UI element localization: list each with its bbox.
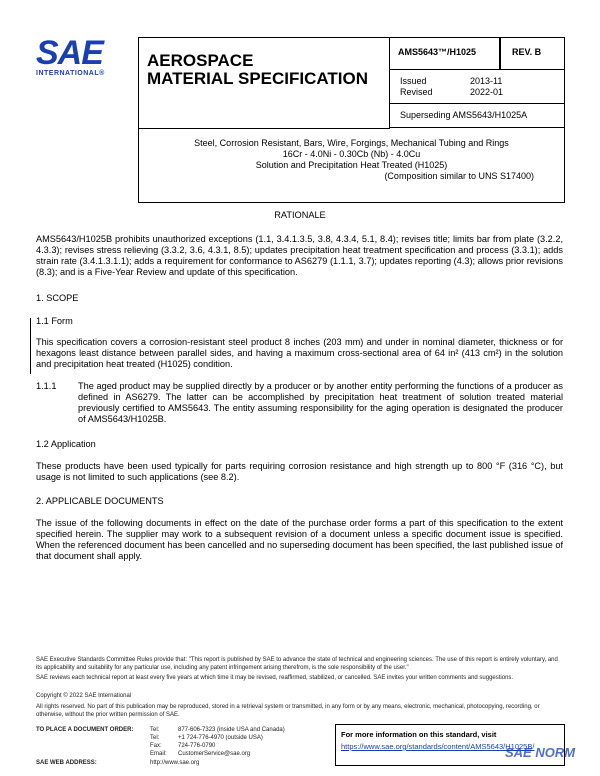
rev-box bbox=[499, 37, 565, 70]
sae-logo bbox=[36, 34, 136, 77]
footer-committee-rules: SAE Executive Standards Committee Rules provide that: "This report is published by SAE to advance the state of technical and engineering sciences. The use of this report is entirely voluntary, and its applicability and suitability for any particular use, including any patent infringement arising therefrom, is the sole responsibility of the user." bbox=[36, 657, 558, 671]
rationale-text: AMS5643/H1025B prohibits unauthorized exceptions (1.1, 3.4.1.3.5, 3.8, 4.3.4, 5.1, 8.4); revises title; limits bar from plate (3.2.2, 4.3.3); revises stress relieving (3.3.2, 3.6, 4.3.1, 8.5); updates precipitation heat treatment specification and process (3.3.1); adds strain rate (3.4.1.3.1.1); adds a requirement for conformance to AS6279 (1.1.1, 3.7); updates reporting (4.3); allows prior revisions (8.3); and is a Five-Year Review and update of this specification. bbox=[36, 234, 563, 277]
rationale-heading: RATIONALE bbox=[274, 210, 326, 220]
spec-number: AMS5643™/H1025 bbox=[398, 47, 477, 57]
order-label: TO PLACE A DOCUMENT ORDER: bbox=[36, 727, 134, 733]
web-label: SAE WEB ADDRESS: bbox=[36, 760, 97, 766]
email-label: Email: bbox=[150, 751, 167, 757]
tel-number[interactable]: 877-606-7323 (inside USA and Canada) bbox=[178, 727, 285, 733]
section-1-1-1-text: The aged product may be supplied directly by a producer or by another entity performing the functions of a producer as defined in AS6279. The latter can be accomplished by precipitation heat treatment of solution treated material previously certified to AMS5643. The entity assuming responsibility for the aging operation is designated the producer of AMS5643/H1025B. bbox=[78, 381, 563, 424]
section-2-heading: 2. APPLICABLE DOCUMENTS bbox=[36, 496, 164, 506]
tel2-label: Tel: bbox=[150, 735, 160, 741]
web-link[interactable]: http://www.sae.org bbox=[150, 760, 200, 766]
watermark-logo: SAE NORM bbox=[505, 745, 576, 760]
fax-number: 724-776-0790 bbox=[178, 743, 216, 749]
section-1-2-text: These products have been used typically for parts requiring corrosion resistance and high strength up to 800 °F (316 °C), but usage is not limited to such applications (see 8.2). bbox=[36, 461, 563, 482]
tel-label: Tel: bbox=[150, 727, 160, 733]
description-line-1: Steel, Corrosion Resistant, Bars, Wire, Forgings, Mechanical Tubing and Rings bbox=[194, 138, 509, 148]
email-link[interactable]: CustomerService@sae.org bbox=[178, 751, 251, 757]
description-line-2: 16Cr - 4.0Ni - 0.30Cb (Nb) - 4.0Cu bbox=[282, 149, 421, 159]
footer-copyright: Copyright © 2022 SAE International bbox=[36, 693, 132, 699]
section-1-1-text: This specification covers a corrosion-resistant steel product 8 inches (203 mm) and under in nominal diameter, thickness or for hexagons least distance between parallel sides, and having a maximum cross-sectional area of 64 in² (413 cm²) in the solution and precipitation heat treated (H1025) condition. bbox=[36, 337, 563, 369]
footer-review-note: SAE reviews each technical report at least every five years at which time it may be revised, reaffirmed, stabilized, or cancelled. SAE invites your written comments and suggestions. bbox=[36, 675, 514, 681]
description-line-3: Solution and Precipitation Heat Treated (H1025) bbox=[255, 160, 448, 170]
spec-number-box bbox=[389, 37, 501, 70]
revision: REV. B bbox=[512, 47, 542, 57]
title-box bbox=[138, 37, 390, 129]
issued-label: Issued bbox=[400, 76, 427, 86]
revision-bar bbox=[30, 318, 31, 374]
dates-box bbox=[389, 68, 565, 104]
section-2-text: The issue of the following documents in effect on the date of the purchase order forms a part of this specification to the extent specified herein. The supplier may work to a subsequent revision of a document unless a specific document issue is specified. When the referenced document has been cancelled and no superseding document has been specified, the last published issue of that document shall apply. bbox=[36, 518, 563, 561]
issued-date: 2013-11 bbox=[470, 76, 503, 86]
superseding: Superseding AMS5643/H1025A bbox=[400, 110, 528, 120]
logo-text: SAE bbox=[36, 34, 103, 72]
revised-date: 2022-01 bbox=[470, 87, 504, 97]
title-line-1: AEROSPACE bbox=[147, 51, 254, 70]
section-1-2-heading: 1.2 Application bbox=[36, 439, 96, 449]
description-box bbox=[138, 127, 565, 203]
footer-rights: All rights reserved. No part of this publication may be reproduced, stored in a retrieval system or transmitted, in any form or by any means, electronic, mechanical, photocopying, recording, or otherwise, without the prior written permission of SAE. bbox=[36, 704, 540, 718]
title-line-2: MATERIAL SPECIFICATION bbox=[147, 69, 368, 88]
fax-label: Fax: bbox=[150, 743, 162, 749]
section-1-heading: 1. SCOPE bbox=[36, 293, 79, 303]
standard-link[interactable]: https://www.sae.org/standards/content/AMS5643/H1025B/ bbox=[341, 742, 535, 751]
revised-label: Revised bbox=[400, 87, 433, 97]
superseding-box bbox=[389, 103, 565, 128]
section-1-1-1-number: 1.1.1 bbox=[36, 381, 57, 391]
more-info-title: For more information on this standard, visit bbox=[341, 730, 497, 739]
logo-subtext: INTERNATIONAL® bbox=[36, 70, 105, 77]
tel2-number[interactable]: +1 724-776-4970 (outside USA) bbox=[178, 735, 263, 741]
description-line-4: (Composition similar to UNS S17400) bbox=[384, 171, 534, 181]
section-1-1-heading: 1.1 Form bbox=[36, 316, 73, 326]
